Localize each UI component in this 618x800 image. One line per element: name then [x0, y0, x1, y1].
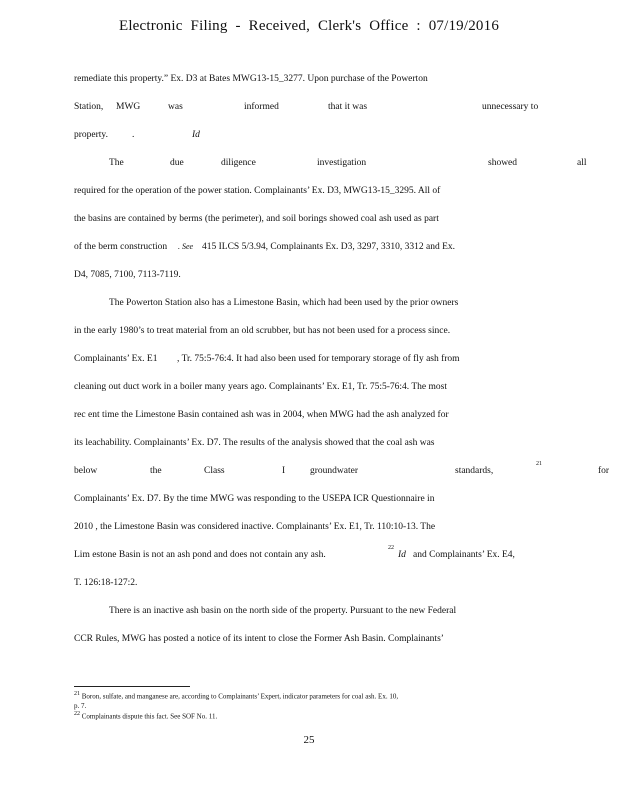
footnote-22 — [74, 711, 217, 720]
text-line: CCR Rules, MWG has posted a notice of its intent to close the Former Ash Basin. Complainants’ — [74, 634, 444, 644]
text-fragment: 415 ILCS 5/3.94, Complainants Ex. D3, 3297, 3310, 3312 and Ex. — [202, 242, 456, 252]
text-fragment: Id — [398, 550, 406, 560]
text-line — [74, 354, 544, 368]
footnote-text: Complainants dispute this fact. See SOF No. 11. — [81, 712, 218, 721]
text-line: remediate this property.” Ex. D3 at Bates MWG13-15_3277. Upon purchase of the Powerton — [74, 74, 428, 84]
footnote-text: p. 7. — [74, 702, 87, 710]
text-fragment: and Complainants’ Ex. E4, — [413, 550, 515, 560]
text-fragment: diligence — [221, 158, 256, 168]
text-line — [74, 130, 544, 144]
text-line: D4, 7085, 7100, 7113-7119. — [74, 270, 181, 280]
text-fragment: . — [132, 130, 135, 140]
text-fragment: Id — [192, 130, 200, 140]
text-fragment: standards, — [455, 466, 494, 476]
text-line — [74, 242, 544, 256]
filing-header: Electronic Filing - Received, Clerk's Office : 07/19/2016 — [118, 18, 500, 34]
text-fragment: I — [282, 466, 286, 476]
text-fragment: Class — [204, 466, 225, 476]
text-line: There is an inactive ash basin on the north side of the property. Pursuant to the new Federal — [109, 606, 457, 616]
text-fragment: , Tr. 75:5-76:4. It had also been used for temporary storage of fly ash from — [177, 354, 460, 364]
text-fragment: the — [150, 466, 162, 476]
text-line: 2010 , the Limestone Basin was considered inactive. Complainants’ Ex. E1, Tr. 110:10-13. The — [74, 522, 436, 532]
text-fragment: MWG — [116, 102, 141, 112]
text-line: its leachability. Complainants’ Ex. D7. The results of the analysis showed that the coal ash was — [74, 438, 435, 448]
footnote-number: 22 — [74, 711, 80, 717]
text-fragment: due — [170, 158, 184, 168]
text-fragment: was — [168, 102, 183, 112]
text-line — [74, 158, 592, 172]
footnote-ref-21[interactable]: 21 — [536, 461, 542, 467]
text-fragment: investigation — [317, 158, 367, 168]
footnote-21 — [74, 691, 398, 700]
text-line — [74, 461, 614, 480]
text-line: T. 126:18-127:2. — [74, 578, 138, 588]
text-fragment: unnecessary to — [482, 102, 539, 112]
footnote-ref-22[interactable]: 22 — [388, 545, 394, 551]
footnote-21-continued — [74, 702, 86, 710]
text-line — [74, 102, 544, 116]
text-line: in the early 1980’s to treat material from an old scrubber, but has not been used for a process since. — [74, 326, 451, 336]
text-fragment: all — [577, 158, 587, 168]
text-fragment: groundwater — [310, 466, 359, 476]
text-line: Complainants’ Ex. D7. By the time MWG was responding to the USEPA ICR Questionnaire in — [74, 494, 435, 504]
text-line: the basins are contained by berms (the perimeter), and soil borings showed coal ash used as part — [74, 214, 439, 224]
text-fragment: Lim estone Basin is not an ash pond and does not contain any ash. — [74, 550, 326, 560]
text-fragment: of the berm construction — [74, 242, 168, 252]
text-fragment: Complainants’ Ex. E1 — [74, 354, 158, 364]
text-fragment: showed — [488, 158, 518, 168]
text-fragment: Station, — [74, 102, 104, 112]
footnote-divider — [74, 686, 190, 687]
text-fragment: for — [598, 466, 610, 476]
text-line: The Powerton Station also has a Limestone Basin, which had been used by the prior owners — [109, 298, 459, 308]
page-number: 25 — [303, 734, 315, 746]
text-fragment: below — [74, 466, 98, 476]
footnote-number: 21 — [74, 691, 80, 697]
text-line: cleaning out duct work in a boiler many years ago. Complainants’ Ex. E1, Tr. 75:5-76:4. The most — [74, 382, 447, 392]
text-line: rec ent time the Limestone Basin contained ash was in 2004, when MWG had the ash analyzed for — [74, 410, 449, 420]
text-line: required for the operation of the power station. Complainants’ Ex. D3, MWG13-15_3295. All of — [74, 186, 441, 196]
text-line — [74, 545, 544, 564]
text-fragment: The — [109, 158, 124, 168]
text-fragment: property. — [74, 130, 108, 140]
text-fragment: informed — [244, 102, 279, 112]
text-fragment: . See — [178, 242, 194, 251]
footnote-text: Boron, sulfate, and manganese are, according to Complainants’ Expert, indicator parameters for coal ash. Ex. 10, — [81, 692, 399, 701]
text-fragment: that it was — [328, 102, 368, 112]
